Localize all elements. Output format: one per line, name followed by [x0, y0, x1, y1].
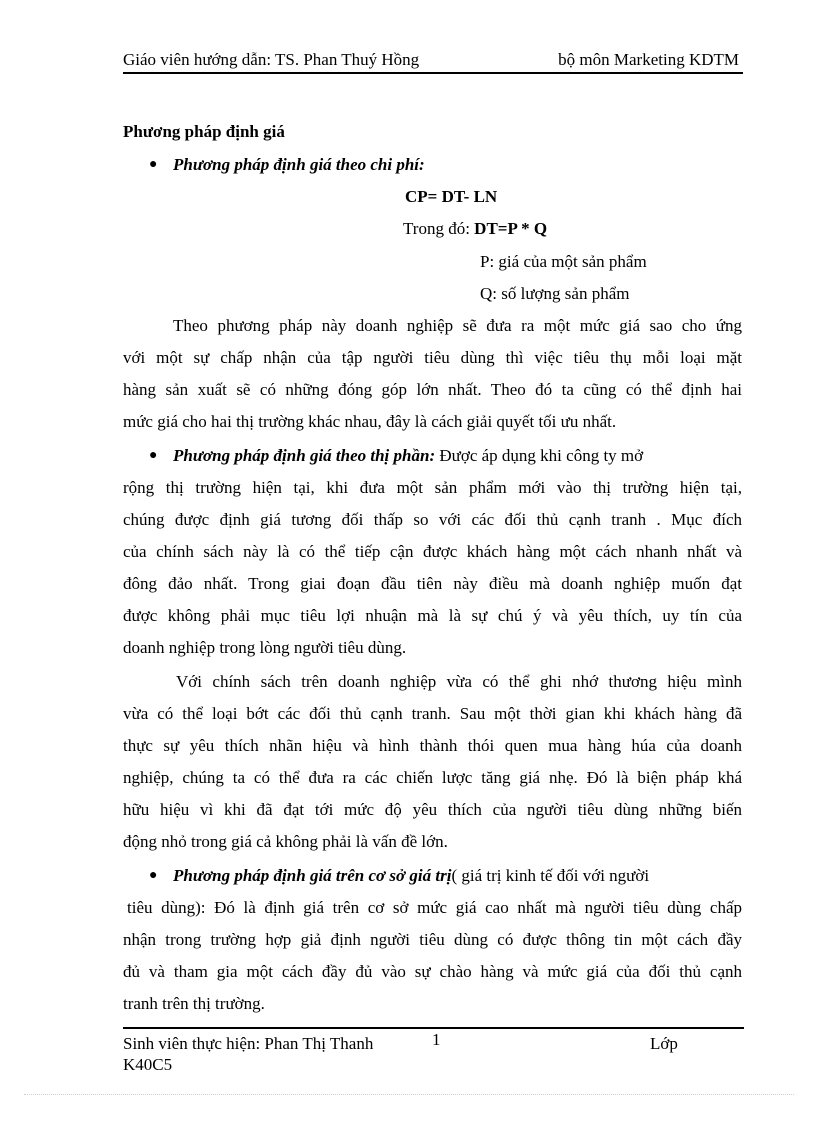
page-bottom-border — [24, 1094, 794, 1095]
method2-para-line: đông đảo nhất. Trong giai đoạn đầu tiên này điều mà doanh nghiệp muốn đạt — [123, 574, 742, 593]
method2-heading — [173, 446, 643, 466]
method2-para2-line: nghiệp, chúng ta có thể đưa ra các chiến lược tăng giá nhẹ. Đó là biện pháp khá — [123, 768, 742, 787]
method3-para-line: đủ và tham gia một cách đầy đủ vào sự chào hàng và mức giá của đối thủ cạnh — [123, 962, 742, 981]
method1-para-line: với một sự chấp nhận của tập người tiêu dùng thì việc tiêu thụ mỗi loại mặt — [123, 348, 742, 367]
footer-student: Sinh viên thực hiện: Phan Thị Thanh — [123, 1034, 374, 1053]
method2-para-line: của chính sách này là có thể tiếp cận được khách hàng một cách nhanh nhất và — [123, 542, 742, 561]
header-department: bộ môn Marketing KDTM — [558, 50, 739, 69]
bullet-icon: ● — [149, 868, 158, 883]
method3-para-line: nhận trong trường hợp giả định người tiêu dùng có được thông tin một cách đầy — [123, 930, 742, 949]
method2-para2-line: thực sự yêu thích nhãn hiệu và hình thành thói quen mua hàng húa của doanh — [123, 736, 742, 755]
method2-para2-line: Với chính sách trên doanh nghiệp vừa có thể ghi nhớ thương hiệu mình — [176, 672, 742, 691]
method2-para-line: rộng thị trường hiện tại, khi đưa một sản phẩm mới vào thị trường hiện tại, — [123, 478, 742, 497]
method3-title: Phương pháp định giá trên cơ sở giá trị — [173, 866, 452, 885]
header-advisor: Giáo viên hướng dẫn: TS. Phan Thuý Hồng — [123, 50, 420, 69]
method2-para-line: chúng được định giá tương đối thấp so với các đối thủ cạnh tranh . Mục đích — [123, 510, 742, 529]
method1-title: Phương pháp định giá theo chi phí: — [173, 155, 425, 174]
footer-divider — [123, 1027, 744, 1029]
method1-q-definition: Q: số lượng sản phẩm — [480, 284, 630, 303]
section-title: Phương pháp định giá — [123, 122, 285, 141]
method3-para-line: tranh trên thị trường. — [123, 994, 265, 1013]
method2-para2-line: vừa có thể loại bớt các đối thủ cạnh tranh. Sau một thời gian khi khách hàng đã — [123, 704, 742, 723]
footer-page-number: 1 — [432, 1030, 441, 1049]
bullet-icon: ● — [149, 157, 158, 172]
method2-para2-line: động nhỏ trong giá cả không phải là vấn đề lớn. — [123, 832, 448, 851]
footer-class-label: Lớp — [650, 1034, 678, 1053]
where-formula: DT=P * Q — [474, 219, 548, 238]
method3-para-line: tiêu dùng): Đó là định giá trên cơ sở mức giá cao nhất mà người tiêu dùng chấp — [127, 898, 742, 917]
method1-para-line: Theo phương pháp này doanh nghiệp sẽ đưa ra một mức giá sao cho ứng — [173, 316, 742, 335]
page-header — [123, 48, 743, 74]
method3-title-tail: ( giá trị kinh tế đối với người — [451, 866, 650, 885]
method1-formula: CP= DT- LN — [405, 187, 498, 206]
method1-para-line: mức giá cho hai thị trường khác nhau, đây là cách giải quyết tối ưu nhất. — [123, 412, 617, 431]
method2-para-line: doanh nghiệp trong lòng người tiêu dùng. — [123, 638, 407, 657]
method2-para-line: được không phải mục tiêu lợi nhuận mà là sự chú ý và yêu thích, uy tín của — [123, 606, 742, 625]
method2-title-tail: Được áp dụng khi công ty mở — [435, 446, 644, 465]
method3-heading — [173, 866, 649, 886]
bullet-icon: ● — [149, 448, 158, 463]
method2-title: Phương pháp định giá theo thị phần: — [173, 446, 436, 465]
method1-para-line: hàng sản xuất sẽ có những đóng góp lớn nhất. Theo đó ta cũng có thể định hai — [123, 380, 742, 399]
where-label: Trong đó: — [403, 219, 475, 238]
method1-p-definition: P: giá của một sản phẩm — [480, 252, 647, 271]
method1-where — [403, 219, 547, 239]
method2-para2-line: hữu hiệu vì khi đã đạt tới mức độ yêu thích của người tiêu dùng những biến — [123, 800, 742, 819]
footer-class-code: K40C5 — [123, 1055, 173, 1074]
